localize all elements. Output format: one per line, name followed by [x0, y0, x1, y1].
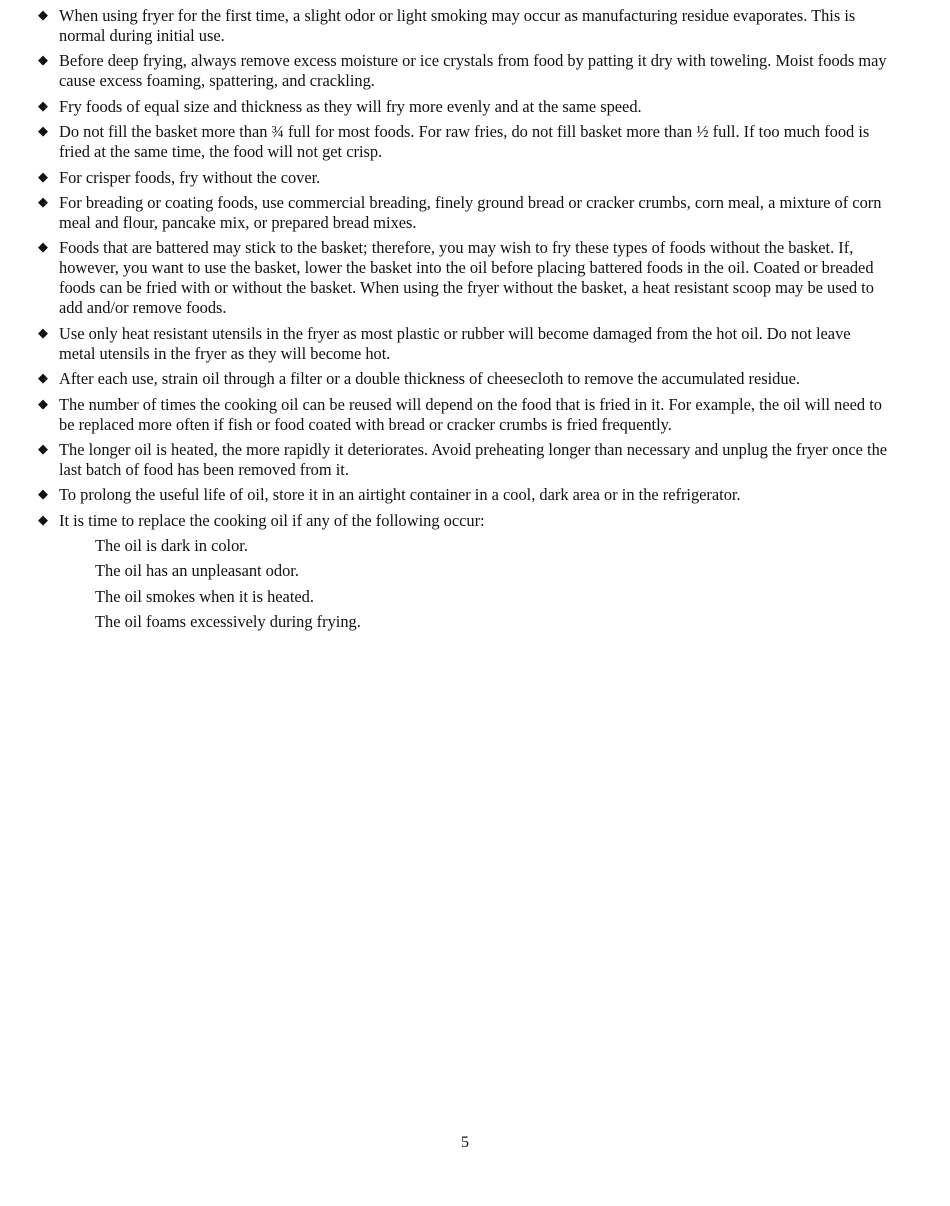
diamond-bullet-icon: ◆: [38, 53, 48, 69]
tip-item: [38, 369, 888, 389]
frying-tips-list: [38, 6, 888, 638]
diamond-bullet-icon: ◆: [38, 124, 48, 140]
diamond-bullet-icon: ◆: [38, 98, 48, 114]
diamond-bullet-icon: ◆: [38, 371, 48, 387]
tip-item: [38, 51, 888, 91]
tip-text: For crisper foods, fry without the cover.: [59, 167, 321, 187]
tip-text: To prolong the useful life of oil, store it in an airtight container in a cool, dark area or in the refrigerator.: [59, 485, 741, 505]
tip-text: Do not fill the basket more than ¾ full for most foods. For raw fries, do not fill basket more than ½ full. If too much food is fried at the same time, the food will not get crisp.: [59, 122, 870, 162]
tip-text: Fry foods of equal size and thickness as they will fry more evenly and at the same speed.: [59, 96, 642, 116]
tip-text: The longer oil is heated, the more rapidly it deteriorates. Avoid preheating longer than necessary and unplug the fryer once the last batch of food has been removed from it.: [59, 439, 888, 479]
diamond-bullet-icon: ◆: [38, 325, 48, 341]
condition-item: The oil foams excessively during frying.: [95, 612, 361, 632]
condition-item: The oil smokes when it is heated.: [95, 586, 314, 606]
tip-item: [38, 511, 888, 531]
diamond-bullet-icon: ◆: [38, 8, 48, 23]
replace-conditions-list: [95, 536, 888, 632]
tip-item: [38, 485, 888, 505]
tip-item: [38, 324, 888, 364]
tip-text: Before deep frying, always remove excess moisture or ice crystals from food by patting it dry with toweling. Moist foods may cause excess foaming, spattering, and crackling.: [59, 51, 887, 91]
tip-item: [38, 168, 888, 188]
replace-conditions-block: [38, 536, 888, 632]
tip-item: [38, 193, 888, 233]
tip-item: [38, 6, 888, 46]
diamond-bullet-icon: ◆: [38, 487, 48, 503]
tip-item: [38, 122, 888, 162]
diamond-bullet-icon: ◆: [38, 169, 48, 185]
diamond-bullet-icon: ◆: [38, 396, 48, 412]
diamond-bullet-icon: ◆: [38, 194, 48, 210]
tip-text: Foods that are battered may stick to the basket; therefore, you may wish to fry these types of foods without the basket. If, however, you want to use the basket, lower the basket into the oil before placing battered foods in the oil. Coated or breaded foods can be fried with or without the basket. When using the fryer without the basket, a heat resistant scoop may be used to add and/or remove foods.: [59, 238, 874, 318]
tip-text: When using fryer for the first time, a slight odor or light smoking may occur as manufacturing residue evaporates. This is normal during initial use.: [59, 6, 856, 45]
condition-item: The oil has an unpleasant odor.: [95, 561, 299, 581]
condition-item: The oil is dark in color.: [95, 536, 248, 556]
tip-text: After each use, strain oil through a filter or a double thickness of cheesecloth to remove the accumulated residue.: [59, 369, 800, 389]
page-number: 5: [461, 1134, 469, 1151]
tip-item: [38, 97, 888, 117]
diamond-bullet-icon: ◆: [38, 441, 48, 457]
tip-item: [38, 440, 888, 480]
tip-text: It is time to replace the cooking oil if any of the following occur:: [59, 510, 485, 530]
diamond-bullet-icon: ◆: [38, 240, 48, 256]
diamond-bullet-icon: ◆: [38, 512, 48, 528]
tip-item: [38, 395, 888, 435]
tip-item: [38, 238, 888, 318]
tip-text: For breading or coating foods, use commercial breading, finely ground bread or cracker crumbs, corn meal, a mixture of corn meal and flour, pancake mix, or prepared bread mixes.: [59, 192, 882, 232]
tip-text: The number of times the cooking oil can be reused will depend on the food that is fried in it. For example, the oil will need to be replaced more often if fish or food coated with bread or cracker crumbs is fried frequently.: [59, 394, 882, 434]
tip-text: Use only heat resistant utensils in the fryer as most plastic or rubber will become damaged from the hot oil. Do not leave metal utensils in the fryer as they will become hot.: [59, 323, 851, 363]
